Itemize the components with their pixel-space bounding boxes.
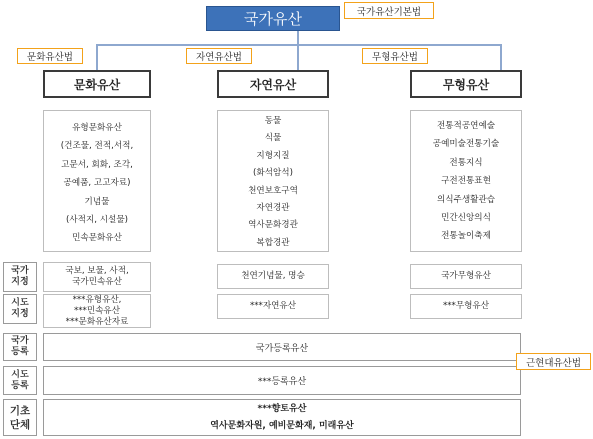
city-registered-row [43,366,521,395]
national-registered-row [43,333,521,361]
cell-line: ***민속유산 [73,305,121,316]
law-tag-natural-label: 자연유산법 [196,52,242,63]
cell-line: 국보, 보물, 사적, [65,266,129,276]
national-registered-text: 국가등록유산 [255,343,309,354]
list-item: (사적지, 시설물) [66,215,128,226]
list-item: 지형지질 [256,150,290,161]
category-intangible-title: 무형유산 [442,77,490,92]
cell-line: 천연기념물, 명승 [241,271,305,281]
list-item: 구전전통표현 [441,176,491,187]
list-item: 동물 [264,116,282,126]
category-natural-heritage [217,70,329,98]
city-registered-text: ***등록유산 [257,377,307,387]
intangible-items-list [410,110,522,252]
list-item: 공예미술전통기술 [432,139,500,150]
cell-natural-city-designated [217,294,329,319]
row-label-national-designated [3,262,37,292]
root-node-label: 국가유산 [244,10,302,28]
cell-line: ***무형유산 [442,301,490,311]
law-tag-cultural [17,48,83,64]
cell-intangible-national-designated [410,264,522,289]
list-item: 민속문화유산 [72,233,122,244]
list-item: 의식주생활관습 [436,194,496,205]
list-item: (화석암석) [253,168,293,179]
list-item: 공예품, 고고자료) [63,178,131,189]
connector-center-vertical [297,44,299,70]
cell-natural-national-designated [217,264,329,289]
law-tag-intangible-label: 무형유산법 [372,52,418,63]
local-row-line2: 역사문화자원, 예비문화재, 미래유산 [210,420,354,431]
row-label-line: 국가 [11,336,29,346]
row-label-line: 국가 [11,266,29,276]
cell-line: 국가무형유산 [441,271,491,281]
row-label-line: 등록 [11,347,29,357]
law-tag-intangible [362,48,428,64]
list-item: 유형문화유산 [72,123,122,133]
row-label-line: 지정 [11,309,29,319]
law-tag-modern-heritage [516,353,591,370]
connector-horizontal [96,44,502,46]
cell-line: ***문화유산자료 [65,316,129,327]
law-tag-modern-heritage-label: 근현대유산법 [525,357,582,369]
connector-top-vertical [297,29,299,45]
list-item: 전통놀이축제 [441,231,491,242]
category-cultural-title: 문화유산 [73,77,121,92]
category-natural-title: 자연유산 [249,77,297,92]
cell-intangible-city-designated [410,294,522,319]
connector-left-vertical [96,44,98,70]
row-label-national-registered [3,333,37,361]
cell-line: ***자연유산 [249,301,297,311]
law-tag-basic-act-label: 국가유산기본법 [356,6,422,18]
list-item: 식물 [264,133,282,144]
cell-cultural-national-designated [43,262,151,292]
natural-items-list [217,110,329,252]
law-tag-basic-act [344,2,434,19]
category-intangible-heritage [410,70,522,98]
row-label-local [3,399,37,436]
local-row [43,399,521,436]
list-item: 자연경관 [256,203,290,214]
local-row-line1: ***향토유산 [257,403,307,414]
list-item: 전통지식 [449,157,483,168]
list-item: 전통적공연예술 [436,121,496,131]
connector-right-vertical [500,44,502,70]
list-item: 역사문화경관 [248,220,298,231]
row-label-line: 지정 [11,277,29,287]
row-label-line: 시도 [11,298,29,308]
row-label-line: 시도 [11,369,29,380]
list-item: (건조물, 전적,서적, [60,141,134,152]
row-label-city-registered [3,366,37,395]
list-item: 복합경관 [256,237,290,248]
row-label-line: 단체 [9,418,31,431]
cell-cultural-city-designated [43,294,151,328]
row-label-line: 기초 [9,404,31,417]
list-item: 고문서, 회화, 조각, [61,159,133,170]
root-node-national-heritage [206,6,340,31]
list-item: 천연보호구역 [248,185,298,196]
law-tag-natural [186,48,252,64]
row-label-line: 등록 [11,380,29,391]
row-label-city-designated [3,294,37,324]
cell-line: 국가민속유산 [72,277,122,287]
law-tag-cultural-label: 문화유산법 [27,52,73,63]
category-cultural-heritage [43,70,151,98]
cell-line: ***유형유산, [72,294,122,305]
cultural-items-list [43,110,151,252]
list-item: 기념물 [84,196,110,207]
list-item: 민간신앙의식 [441,213,491,224]
